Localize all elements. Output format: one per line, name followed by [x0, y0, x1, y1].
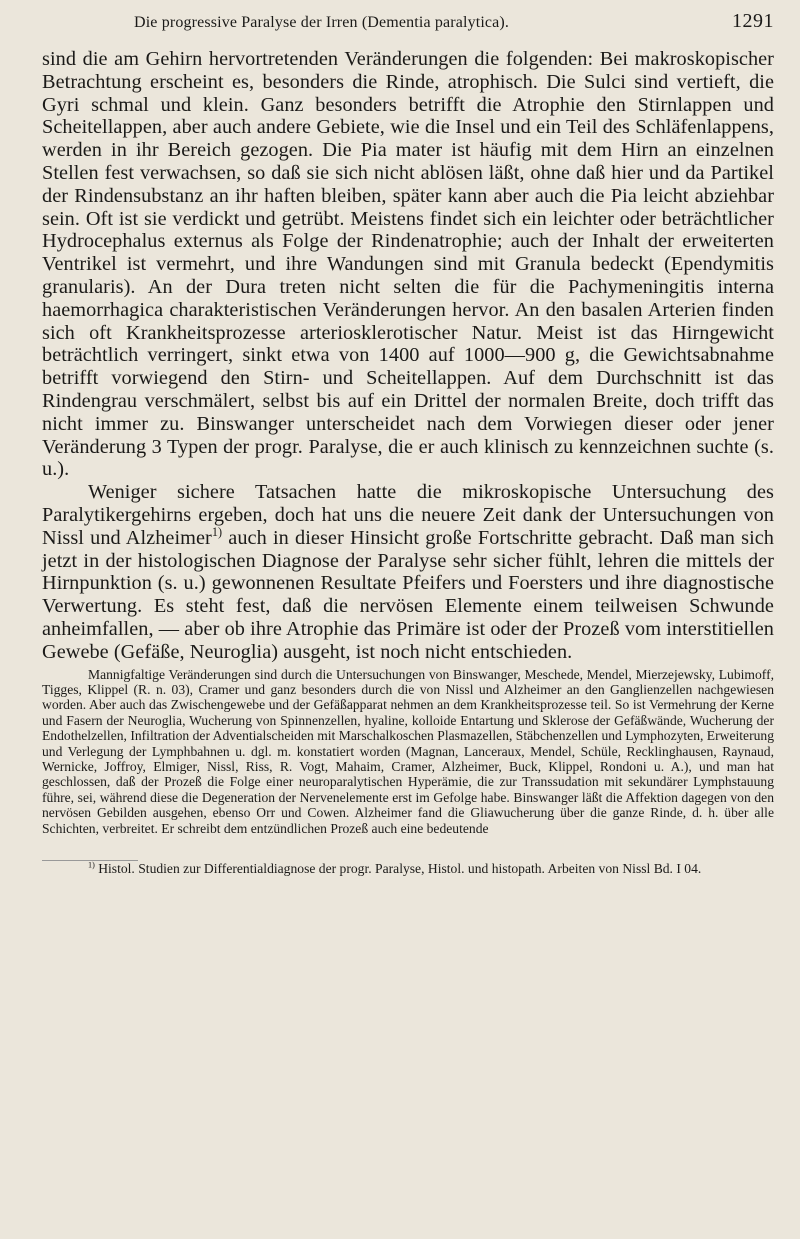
footnote: [42, 861, 774, 876]
small-print-paragraph: Mannigfaltige Veränderungen sind durch die Untersuchungen von Binswanger, Meschede, Mendel, Mierzejewsky, Lubimoff, Tigges, Klippel (R. n. 03), Cramer und ganz besonders durch die von Nissl und Alzheimer an den Ganglienzellen nachgewiesen worden. Aber auch das Zwischengewebe und der Gefäßapparat nehmen an dem Krankheitsprozesse teil. So ist Vermehrung der Kerne und Fasern der Neuroglia, Wucherung von Spinnenzellen, hyaline, kolloide Entartung und Sklerose der Gefäßwände, Wucherung der Endothelzellen, Infiltration der Adventialscheiden mit Marschalkoschen Plasmazellen, Stäbchenzellen und Lymphozyten, Erweiterung und Verlegung der Lymphbahnen u. dgl. m. konstatiert worden (Magnan, Lanceraux, Mendel, Schüle, Recklinghausen, Raynaud, Wernicke, Joffroy, Elmiger, Nissl, Riss, R. Vogt, Mahaim, Cramer, Alzheimer, Buck, Klippel, Rondoni u. A.), und man hat geschlossen, daß der Prozeß die Folge einer neuroparalytischen Hyperämie, die zur Transsudation mit sekundärer Lymphstauung führe, sei, während diese die Degeneration der Nervenelemente erst im Gefolge habe. Binswanger läßt die Affektion dagegen von den nervösen Gebilden ausgehen, ebenso Orr und Cowen. Alzheimer fand die Gliawucherung über die ganze Rinde, d. h. über alle Schichten, verbreitet. Er schreibt dem entzündlichen Prozeß auch eine bedeutende: [42, 666, 774, 836]
footnote-text: Histol. Studien zur Differentialdiagnose der progr. Paralyse, Histol. und histopath. Arbeiten von Nissl Bd. I 04.: [94, 860, 702, 876]
paragraph-2-text-b: auch in dieser Hinsicht große Fortschritte gebracht. Daß man sich jetzt in der histologischen Diagnose der Paralyse sehr sicher fühlt, lehren die mittels der Hirnpunktion (s. u.) gewonnenen Resultate Pfeifers und Foersters und ihre diagnostische Verwertung. Es steht fest, daß die nervösen Elemente einem teilweisen Schwunde anheimfallen, — aber ob ihre Atrophie das Primäre ist oder der Prozeß vom interstitiellen Gewebe (Gefäße, Neuroglia) ausgeht, ist noch nicht entschieden.: [42, 526, 774, 663]
footnote-reference: 1): [211, 524, 223, 539]
page-body: [42, 48, 774, 876]
running-title: Die progressive Paralyse der Irren (Dementia paralytica).: [134, 14, 510, 31]
footnote-marker: 1): [88, 860, 95, 870]
paragraph-2: [42, 481, 774, 663]
paragraph-2-text-a: Weniger sichere Tatsachen hatte die mikroskopische Untersuchung des Paralytikergehirns ergeben, doch hat uns die neuere Zeit dank der Untersuchungen von Nissl und Alzheimer: [42, 481, 774, 549]
paragraph-1: sind die am Gehirn hervortretenden Veränderungen die folgenden: Bei makroskopischer Betrachtung erscheint es, besonders die Rinde, atrophisch. Die Sulci sind vertieft, die Gyri schmal und klein. Ganz besonders betrifft die Atrophie den Stirnlappen und Scheitellappen, aber auch andere Gebiete, wie die Insel und ein Teil des Schläfenlappens, werden in ihr Bereich gezogen. Die Pia mater ist häufig mit dem Hirn an einzelnen Stellen fest verwachsen, so daß sie sich nicht ablösen läßt, ohne daß hier und da Partikel der Rindensubstanz an ihr haften bleiben, später kann aber auch die Pia leicht abziehbar sein. Oft ist sie verdickt und getrübt. Meistens findet sich ein leichter oder beträchtlicher Hydrocephalus externus als Folge der Rindenatrophie; auch der Inhalt der erweiterten Ventrikel ist vermehrt, und ihre Wandungen sind mit Granula bedeckt (Ependymitis granularis). An der Dura treten nicht selten die für die Pachymeningitis interna haemorrhagica charakteristischen Veränderungen hervor. An den basalen Arterien finden sich oft Krankheitsprozesse arteriosklerotischer Natur. Meist ist das Hirngewicht beträchtlich verringert, sinkt etwa von 1400 auf 1000—900 g, die Gewichtsabnahme betrifft vorwiegend den Stirn- und Scheitellappen. Auf dem Durchschnitt ist das Rindengrau verschmälert, selbst bis auf ein Drittel der normalen Breite, doch trifft das nicht immer zu. Binswanger unterscheidet nach dem Vorwiegen dieser oder jener Veränderung 3 Typen der progr. Paralyse, die er auch klinisch zu kennzeichnen suchte (s. u.).: [42, 48, 774, 481]
page-number: 1291: [732, 10, 774, 32]
